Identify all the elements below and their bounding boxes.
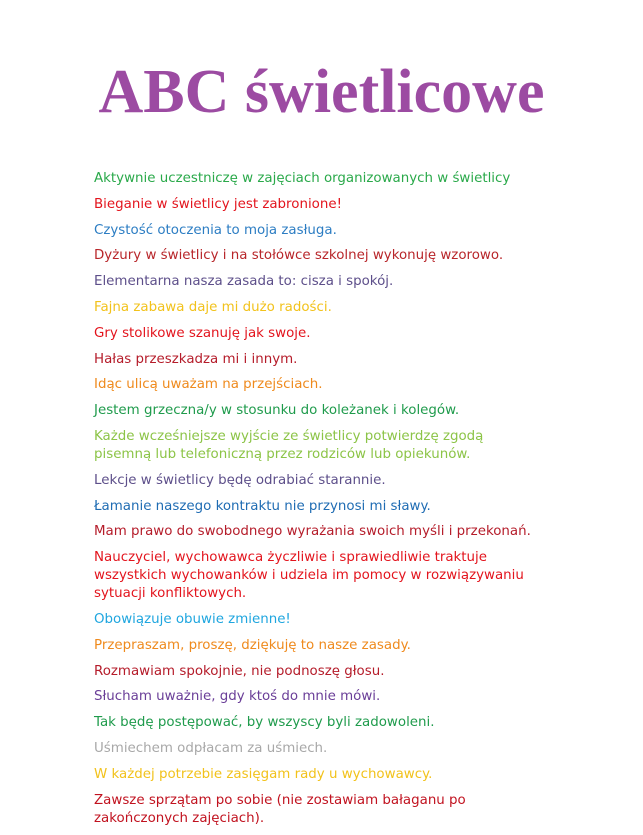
rule-line: sytuacji konfliktowych. <box>94 586 247 602</box>
rule-line: Jestem grzeczna/y w stosunku do koleżanek i kolegów. <box>94 403 460 419</box>
rule-item <box>94 611 614 629</box>
rule-item <box>94 688 614 706</box>
rule-item <box>94 247 614 265</box>
rule-line: pisemną lub telefoniczną przez rodziców lub opiekunów. <box>94 446 471 462</box>
rule-line: W każdej potrzebie zasięgam rady u wychowawcy. <box>94 766 433 782</box>
rule-item <box>94 273 614 291</box>
rule-line: Elementarna nasza zasada to: cisza i spokój. <box>94 274 394 290</box>
page-title: ABC świetlicowe <box>98 58 545 126</box>
rule-line: Każde wcześniejsze wyjście ze świetlicy potwierdzę zgodą <box>94 428 484 444</box>
rule-item <box>94 402 614 420</box>
rule-item <box>94 472 614 490</box>
rule-item <box>94 498 614 516</box>
rule-item <box>94 740 614 758</box>
rule-item <box>94 351 614 369</box>
rule-item <box>94 428 614 464</box>
rule-line: Tak będę postępować, by wszyscy byli zadowoleni. <box>94 715 435 731</box>
rule-line: Hałas przeszkadza mi i innym. <box>94 351 298 367</box>
rule-item <box>94 792 614 828</box>
rule-item <box>94 170 614 188</box>
rule-line: Obowiązuje obuwie zmienne! <box>94 611 291 627</box>
rule-item <box>94 325 614 343</box>
rule-line: Przepraszam, proszę, dziękuję to nasze zasady. <box>94 637 411 653</box>
rule-line: Mam prawo do swobodnego wyrażania swoich myśli i przekonań. <box>94 524 531 540</box>
rule-item <box>94 523 614 541</box>
rule-item <box>94 766 614 784</box>
rule-line: Czystość otoczenia to moja zasługa. <box>94 222 337 238</box>
rule-line: Słucham uważnie, gdy ktoś do mnie mówi. <box>94 689 381 705</box>
rule-line: Dyżury w świetlicy i na stołówce szkolnej wykonuję wzorowo. <box>94 248 504 264</box>
rule-item <box>94 549 614 603</box>
rule-item <box>94 376 614 394</box>
rules-list <box>94 170 614 835</box>
rule-line: zakończonych zajęciach). <box>94 810 265 826</box>
rule-line: Lekcje w świetlicy będę odrabiać starannie. <box>94 472 386 488</box>
rule-item <box>94 714 614 732</box>
rule-line: Nauczyciel, wychowawca życzliwie i sprawiedliwie traktuje <box>94 550 487 566</box>
rule-line: Fajna zabawa daje mi dużo radości. <box>94 299 332 315</box>
rule-line: Rozmawiam spokojnie, nie podnoszę głosu. <box>94 663 385 679</box>
rule-line: Łamanie naszego kontraktu nie przynosi mi sławy. <box>94 498 431 514</box>
rule-line: Uśmiechem odpłacam za uśmiech. <box>94 740 328 756</box>
rule-line: Aktywnie uczestniczę w zajęciach organizowanych w świetlicy <box>94 171 511 186</box>
rule-item <box>94 299 614 317</box>
rule-line: Idąc ulicą uważam na przejściach. <box>94 377 323 393</box>
rule-line: Gry stolikowe szanuję jak swoje. <box>94 325 311 341</box>
rule-item <box>94 637 614 655</box>
rule-item <box>94 222 614 240</box>
rule-line: Bieganie w świetlicy jest zabronione! <box>94 196 342 212</box>
rule-item <box>94 196 614 214</box>
rule-line: wszystkich wychowanków i udziela im pomocy w rozwiązywaniu <box>94 568 524 584</box>
rule-line: Zawsze sprzątam po sobie (nie zostawiam bałaganu po <box>94 792 466 808</box>
rule-item <box>94 663 614 681</box>
